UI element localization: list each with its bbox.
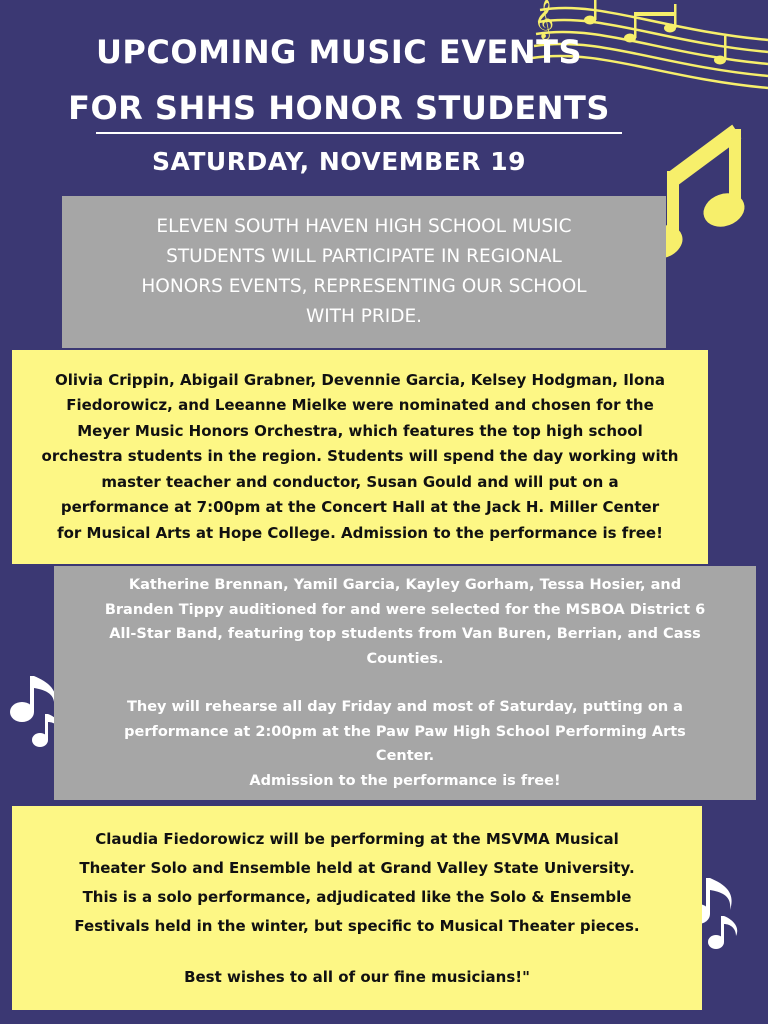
paragraph-gap [16,941,698,963]
band-line: Center. [375,748,435,764]
orchestra-line: for Musical Arts at Hope College. Admission to the performance is free! [57,523,663,542]
band-line: They will rehearse all day Friday and most of Saturday, putting on a [127,699,683,715]
closing-line: Best wishes to all of our fine musicians!" [184,967,530,986]
intro-box [62,196,666,348]
svg-text:𝄞: 𝄞 [534,0,555,39]
event-date: SATURDAY, NOVEMBER 19 [151,147,527,176]
band-box [54,566,756,800]
orchestra-line: orchestra students in the region. Students will spend the day working with [41,447,679,466]
title-divider [96,132,622,134]
band-line: All-Star Band, featuring top students from Van Buren, Berrian, and Cass [109,626,701,642]
band-line: Admission to the performance is free! [249,772,561,789]
band-line: performance at 2:00pm at the Paw Paw High School Performing Arts [124,723,686,740]
claudia-line: Claudia Fiedorowicz will be performing at the MSVMA Musical [95,829,619,848]
orchestra-line: Olivia Crippin, Abigail Grabner, Devennie Garcia, Kelsey Hodgman, Ilona [54,370,666,389]
claudia-box [12,806,702,1010]
intro-line: ELEVEN SOUTH HAVEN HIGH SCHOOL MUSIC [156,216,572,237]
intro-line: STUDENTS WILL PARTICIPATE IN REGIONAL [166,246,562,267]
band-line: Katherine Brennan, Yamil Garcia, Kayley Gorham, Tessa Hosier, and [128,577,682,593]
title-line-2: FOR SHHS HONOR STUDENTS [68,89,610,127]
band-line: Branden Tippy auditioned for and were selected for the MSBOA District 6 [104,601,706,618]
title-line-1: UPCOMING MUSIC EVENTS [95,33,583,71]
claudia-line: Festivals held in the winter, but specific to Musical Theater pieces. [74,916,640,935]
paragraph-gap [58,671,752,695]
orchestra-line: Fiedorowicz, and Leeanne Mielke were nominated and chosen for the [66,396,654,415]
orchestra-line: master teacher and conductor, Susan Gould and will put on a [101,472,619,491]
claudia-line: Theater Solo and Ensemble held at Grand Valley State University. [79,858,635,877]
orchestra-line: Meyer Music Honors Orchestra, which features the top high school [77,421,643,440]
claudia-line: This is a solo performance, adjudicated like the Solo & Ensemble [82,887,632,906]
orchestra-line: performance at 7:00pm at the Concert Hall at the Jack H. Miller Center [60,498,660,517]
intro-line: HONORS EVENTS, REPRESENTING OUR SCHOOL [141,276,587,297]
orchestra-box [12,350,708,564]
band-line: Counties. [366,650,444,667]
intro-line: WITH PRIDE. [305,306,423,327]
